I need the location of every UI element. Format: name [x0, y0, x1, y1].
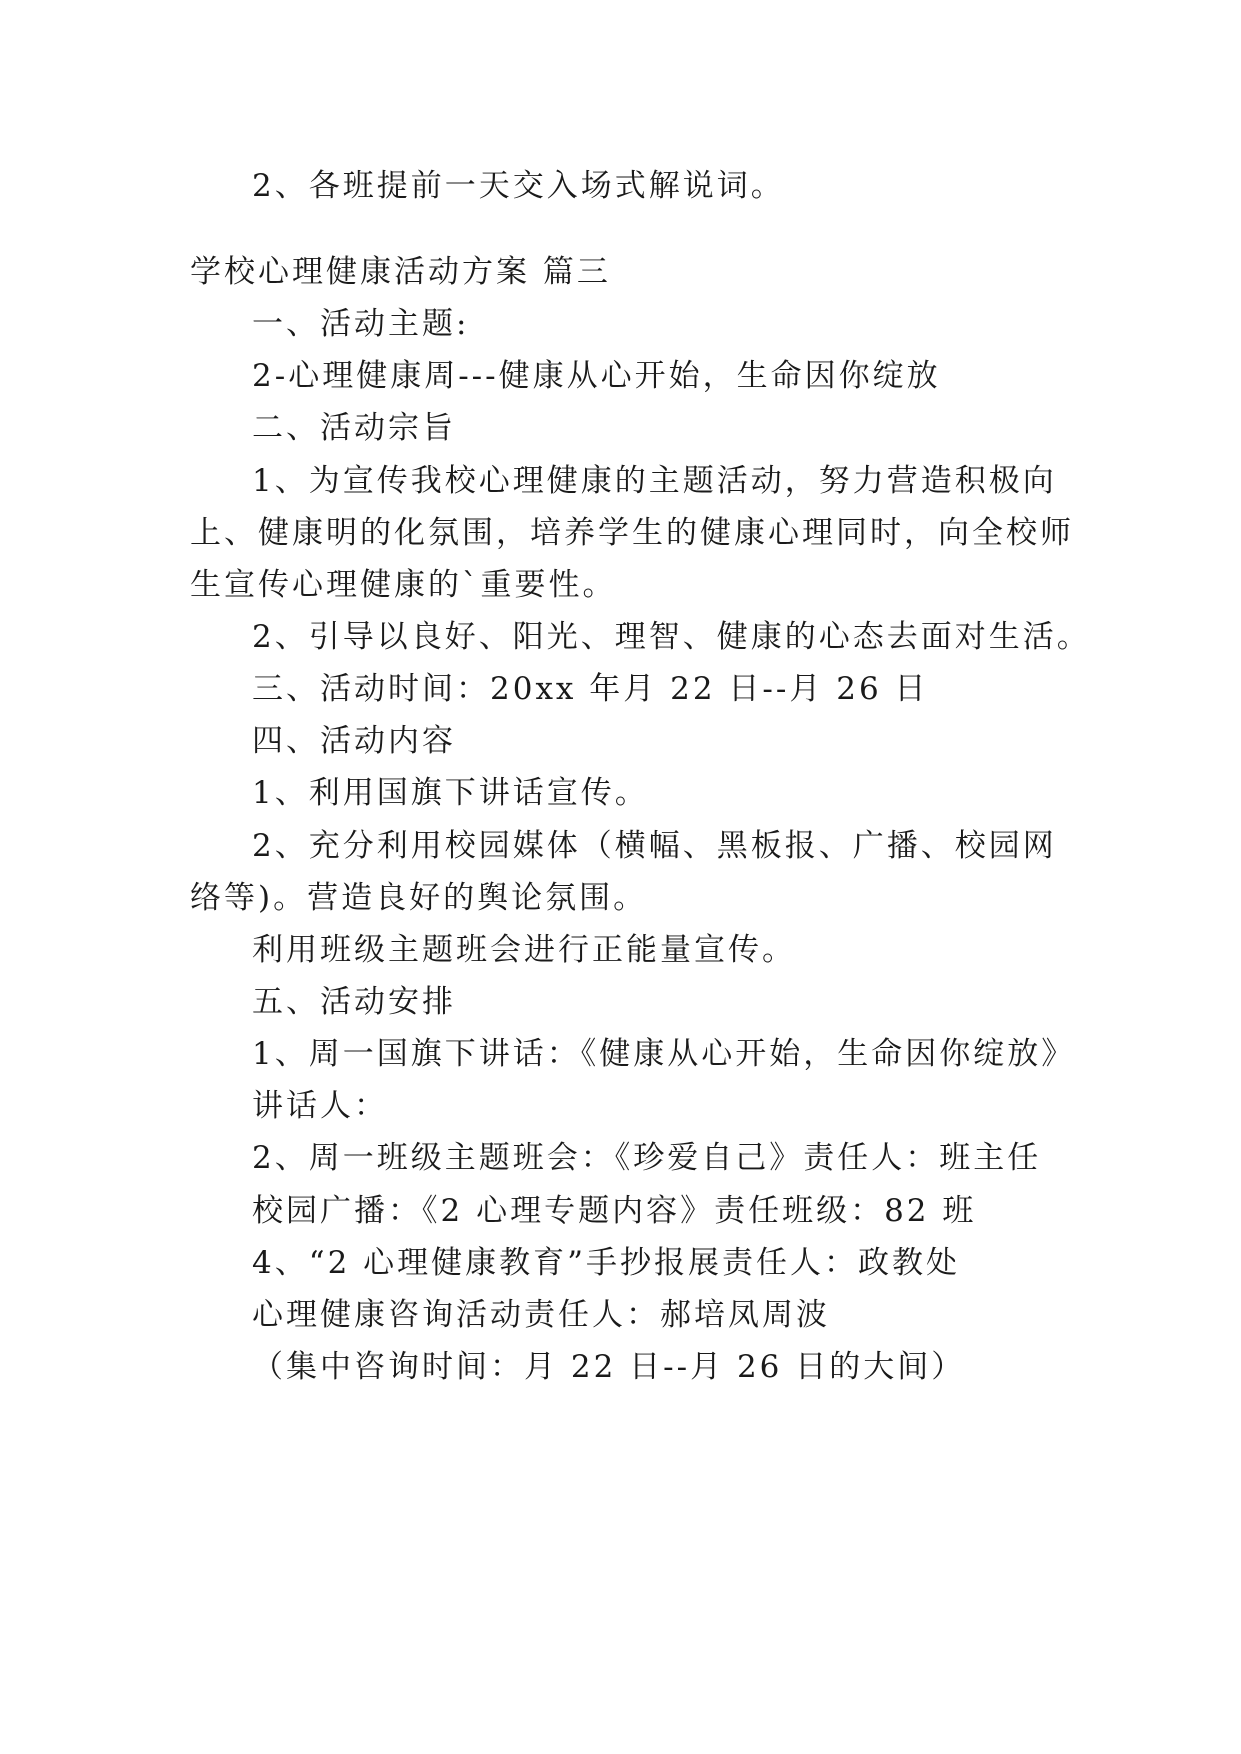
heading-activity-purpose: 二、活动宗旨 [252, 410, 456, 446]
text-line: 校园广播：《2 心理专题内容》责任班级：82 班 [252, 1193, 977, 1229]
text-line: 2、各班提前一天交入场式解说词。 [252, 168, 785, 204]
heading-activity-content: 四、活动内容 [252, 723, 456, 759]
text-line: 2、引导以良好、阳光、理智、健康的心态去面对生活。 [252, 619, 1091, 655]
section-title: 学校心理健康活动方案 篇三 [190, 254, 611, 290]
heading-activity-schedule: 五、活动安排 [252, 984, 456, 1020]
heading-activity-time: 三、活动时间：20xx 年月 22 日--月 26 日 [252, 671, 929, 707]
heading-activity-theme: 一、活动主题: [252, 306, 470, 342]
text-line: 讲话人： [252, 1088, 388, 1124]
text-line: 1、周一国旗下讲话：《健康从心开始，生命因你绽放》 [252, 1036, 1076, 1072]
text-line: 2-心理健康周---健康从心开始，生命因你绽放 [252, 358, 941, 394]
text-line: （集中咨询时间：月 22 日--月 26 日的大间） [252, 1349, 966, 1385]
text-line: 1、为宣传我校心理健康的主题活动，努力营造积极向 [252, 463, 1057, 499]
text-line: 4、“2 心理健康教育”手抄报展责任人：政教处 [252, 1245, 960, 1281]
text-line: 2、周一班级主题班会：《珍爱自己》责任人：班主任 [252, 1140, 1042, 1176]
text-line: 上、健康明的化氛围，培养学生的健康心理同时，向全校师 [190, 515, 1074, 551]
text-line: 2、充分利用校园媒体（横幅、黑板报、广播、校园网 [252, 828, 1057, 864]
text-line: 心理健康咨询活动责任人：郝培凤周波 [252, 1297, 830, 1333]
text-line: 利用班级主题班会进行正能量宣传。 [252, 932, 796, 968]
text-line: 1、利用国旗下讲话宣传。 [252, 775, 649, 811]
text-line: 络等)。营造良好的舆论氛围。 [190, 880, 648, 916]
text-line: 生宣传心理健康的`重要性。 [190, 567, 617, 603]
